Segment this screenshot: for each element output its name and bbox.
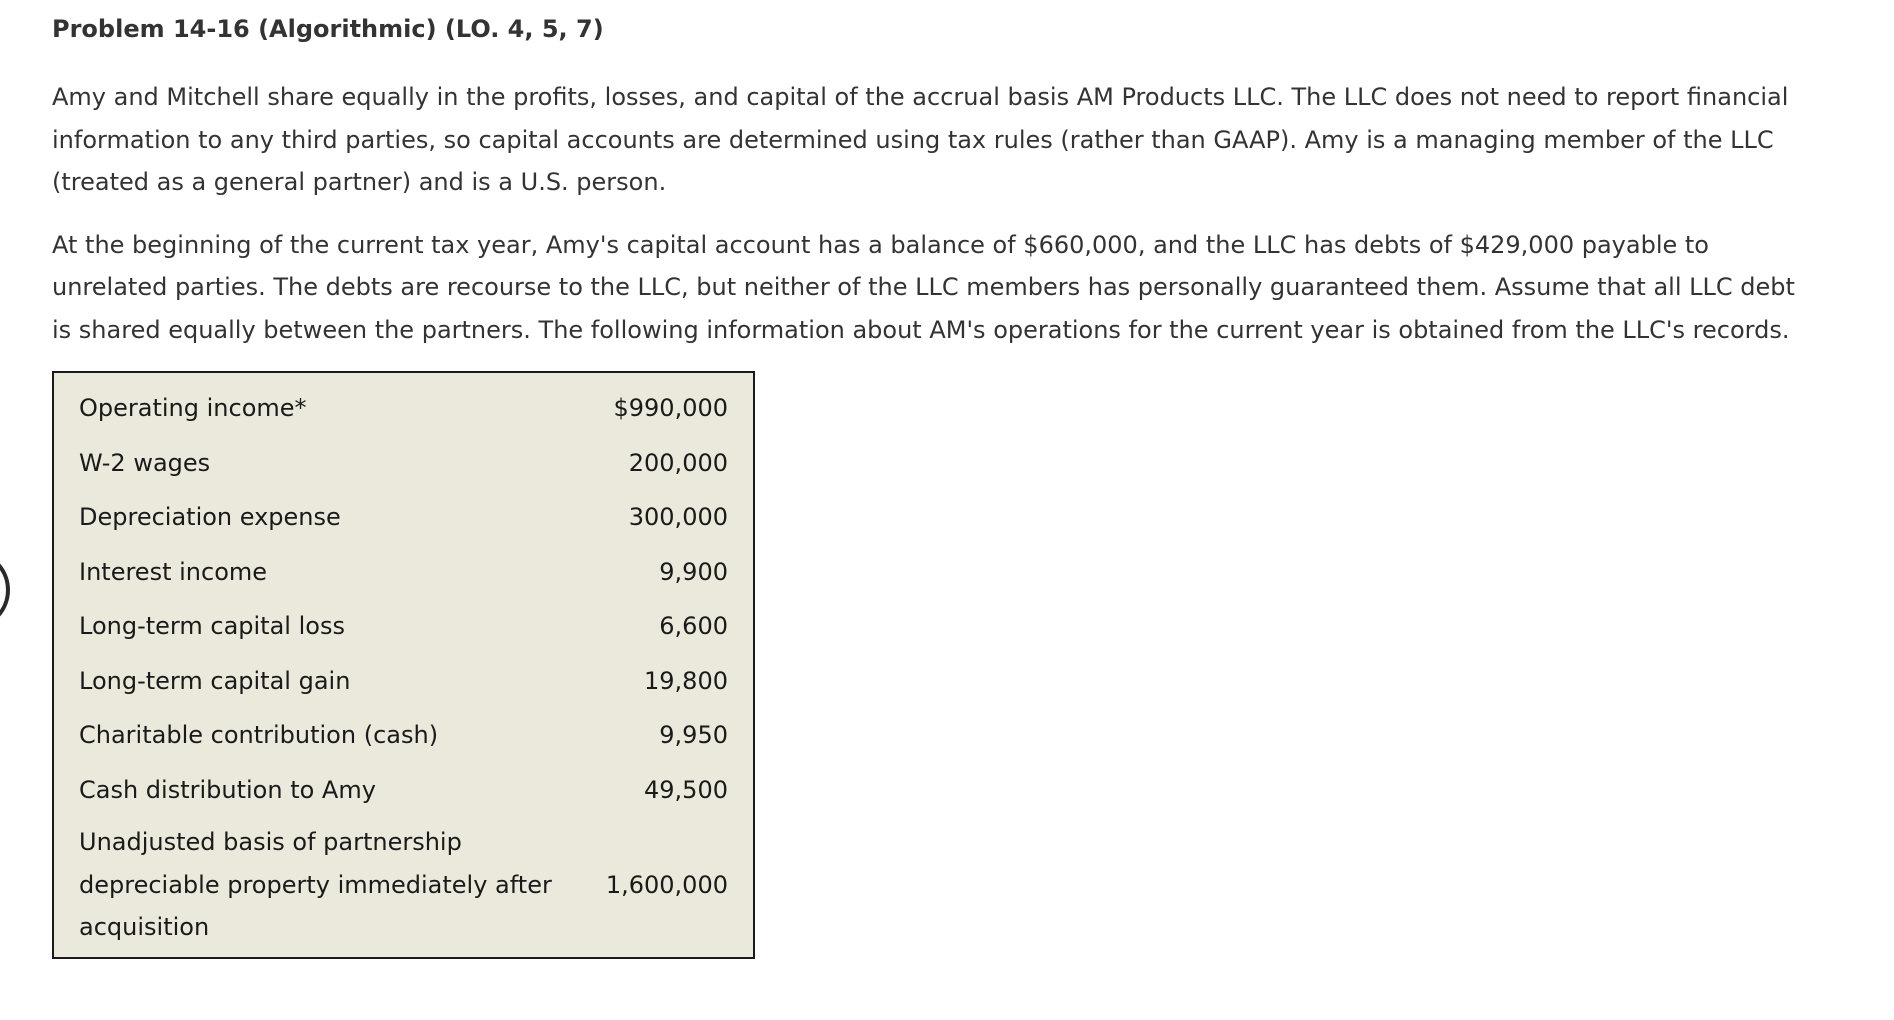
row-label: Unadjusted basis of partnership depreciable property immediately after acquisition [79,828,552,941]
table-row [53,372,754,436]
row-value: 19,800 [644,666,728,695]
row-value: 6,600 [659,612,728,640]
row-value: 9,950 [659,721,728,749]
problem-content [52,12,1812,959]
partial-circle-decoration [0,550,10,630]
operations-data-table [52,371,755,959]
row-label: Long-term capital gain [79,666,351,695]
problem-paragraph-1: Amy and Mitchell share equally in the profits, losses, and capital of the accrual basis AM Products LLC. The LLC does not need to report financial information to any third parties, so capital accounts are determined using tax rules (rather than GAAP). Amy is a managing member of the LLC (treated as a general partner) and is a U.S. person. [52,83,1789,196]
row-value: 9,900 [659,557,728,586]
row-value: 300,000 [628,503,728,531]
table-row [53,545,754,600]
table-row [53,654,754,709]
table-row [53,436,754,491]
row-label: Depreciation expense [79,503,341,531]
row-label: Interest income [79,557,268,586]
table-row [53,708,754,763]
row-label: W-2 wages [79,448,211,477]
table-row [53,763,754,818]
problem-title: Problem 14-16 (Algorithmic) (LO. 4, 5, 7) [52,15,604,43]
row-label: Long-term capital loss [79,612,345,640]
row-label: Cash distribution to Amy [79,775,376,804]
problem-paragraph-2: At the beginning of the current tax year, Amy's capital account has a balance of $660,000, and the LLC has debts of $429,000 payable to unrelated parties. The debts are recourse to the LLC, but neither of the LLC members has personally guaranteed them. Assume that all LLC debt is shared equally between the partners. The following information about AM's operations for the current year is obtained from the LLC's records. [52,230,1795,344]
row-label: Charitable contribution (cash) [79,721,439,749]
row-value: 1,600,000 [605,870,728,899]
table-row [53,817,754,958]
table-row [53,599,754,654]
row-value: 200,000 [628,448,728,477]
row-label: Operating income* [79,394,307,422]
row-value: 49,500 [644,775,728,804]
row-value: $990,000 [613,394,728,422]
table-row [53,490,754,545]
